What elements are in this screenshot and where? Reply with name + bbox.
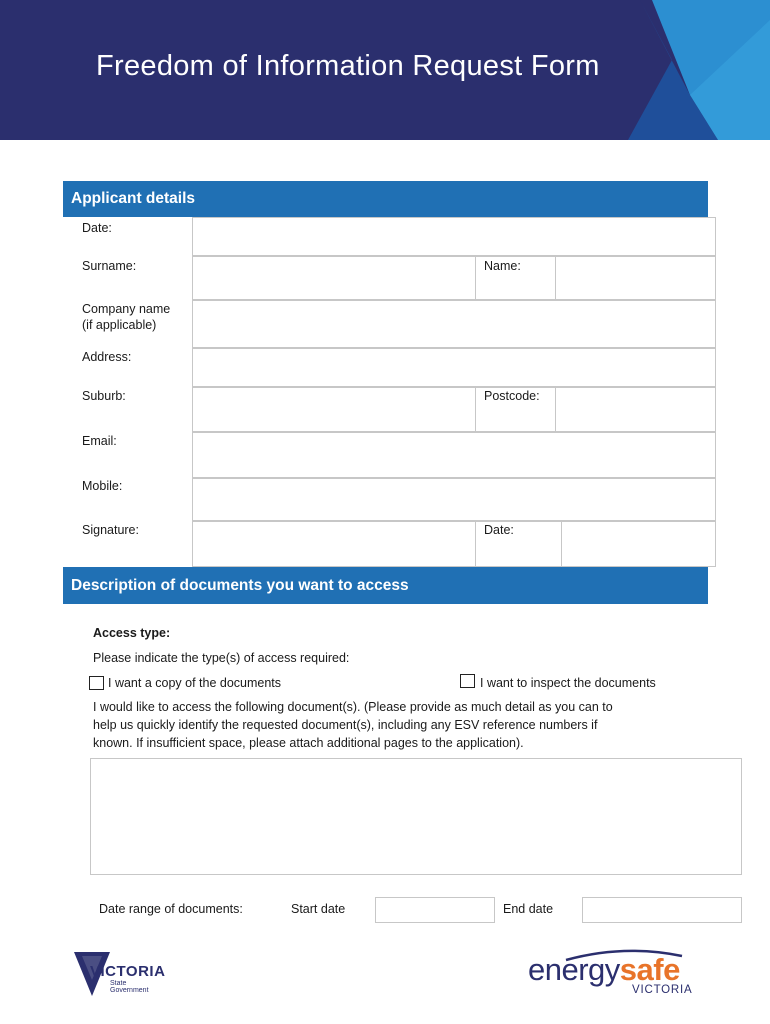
start-date-label: Start date <box>291 902 346 916</box>
energysafe-logo-energy: energy <box>528 952 620 987</box>
address-label: Address: <box>82 350 132 364</box>
company-label: Company name <box>82 302 171 316</box>
section-document-description <box>63 567 708 604</box>
section-title: Description of documents you want to access <box>71 576 409 594</box>
name-label: Name: <box>484 259 521 273</box>
access-type-heading: Access type: <box>93 626 171 640</box>
mobile-field[interactable] <box>192 478 716 521</box>
victoria-logo-sub: Government <box>110 987 149 994</box>
surname-label: Surname: <box>82 259 137 273</box>
inspect-checkbox[interactable] <box>460 674 475 688</box>
section-title: Applicant details <box>71 190 196 207</box>
date-range-label: Date range of documents: <box>99 902 243 916</box>
company-label-note: (if applicable) <box>82 318 157 332</box>
suburb-label: Suburb: <box>82 389 126 403</box>
start-date-field[interactable] <box>375 897 495 923</box>
energysafe-logo-victoria: VICTORIA <box>632 984 693 996</box>
postcode-field[interactable] <box>556 387 716 432</box>
request-instructions <box>93 698 613 752</box>
surname-field[interactable] <box>192 256 476 300</box>
page-title: Freedom of Information Request Form <box>96 50 600 82</box>
company-field[interactable] <box>192 300 716 348</box>
request-instructions-line: help us quickly identify the requested document(s), including any ESV reference numbers if <box>93 718 598 732</box>
request-instructions-line: I would like to access the following document(s). (Please provide as much detail as you can to <box>93 700 613 714</box>
victoria-government-logo <box>72 950 172 1000</box>
section-applicant-details <box>63 181 708 217</box>
victoria-logo-word: VICTORIA <box>90 963 166 980</box>
access-instruction: Please indicate the type(s) of access required: <box>93 651 350 665</box>
name-field[interactable] <box>556 256 716 300</box>
address-field[interactable] <box>192 348 716 387</box>
copy-checkbox[interactable] <box>89 676 104 690</box>
mobile-label: Mobile: <box>82 479 123 493</box>
date-field[interactable] <box>192 217 716 256</box>
date-label: Date: <box>82 221 112 235</box>
header-banner <box>0 0 770 140</box>
energysafe-logo-safe: safe <box>619 952 680 987</box>
inspect-option-label: I want to inspect the documents <box>480 676 656 690</box>
document-description-textarea[interactable] <box>90 758 742 875</box>
email-field[interactable] <box>192 432 716 478</box>
suburb-field[interactable] <box>192 387 476 432</box>
sig-date-label: Date: <box>484 523 514 537</box>
postcode-label: Postcode: <box>484 389 540 403</box>
signature-field[interactable] <box>192 521 476 567</box>
victoria-logo-sub: State <box>110 980 127 987</box>
end-date-field[interactable] <box>582 897 742 923</box>
copy-option-label: I want a copy of the documents <box>108 676 282 690</box>
energysafe-victoria-logo <box>528 948 703 1000</box>
email-label: Email: <box>82 434 117 448</box>
sig-date-field[interactable] <box>562 521 716 567</box>
signature-label: Signature: <box>82 523 139 537</box>
request-instructions-line: known. If insufficient space, please attach additional pages to the application). <box>93 736 524 750</box>
end-date-label: End date <box>503 902 554 916</box>
